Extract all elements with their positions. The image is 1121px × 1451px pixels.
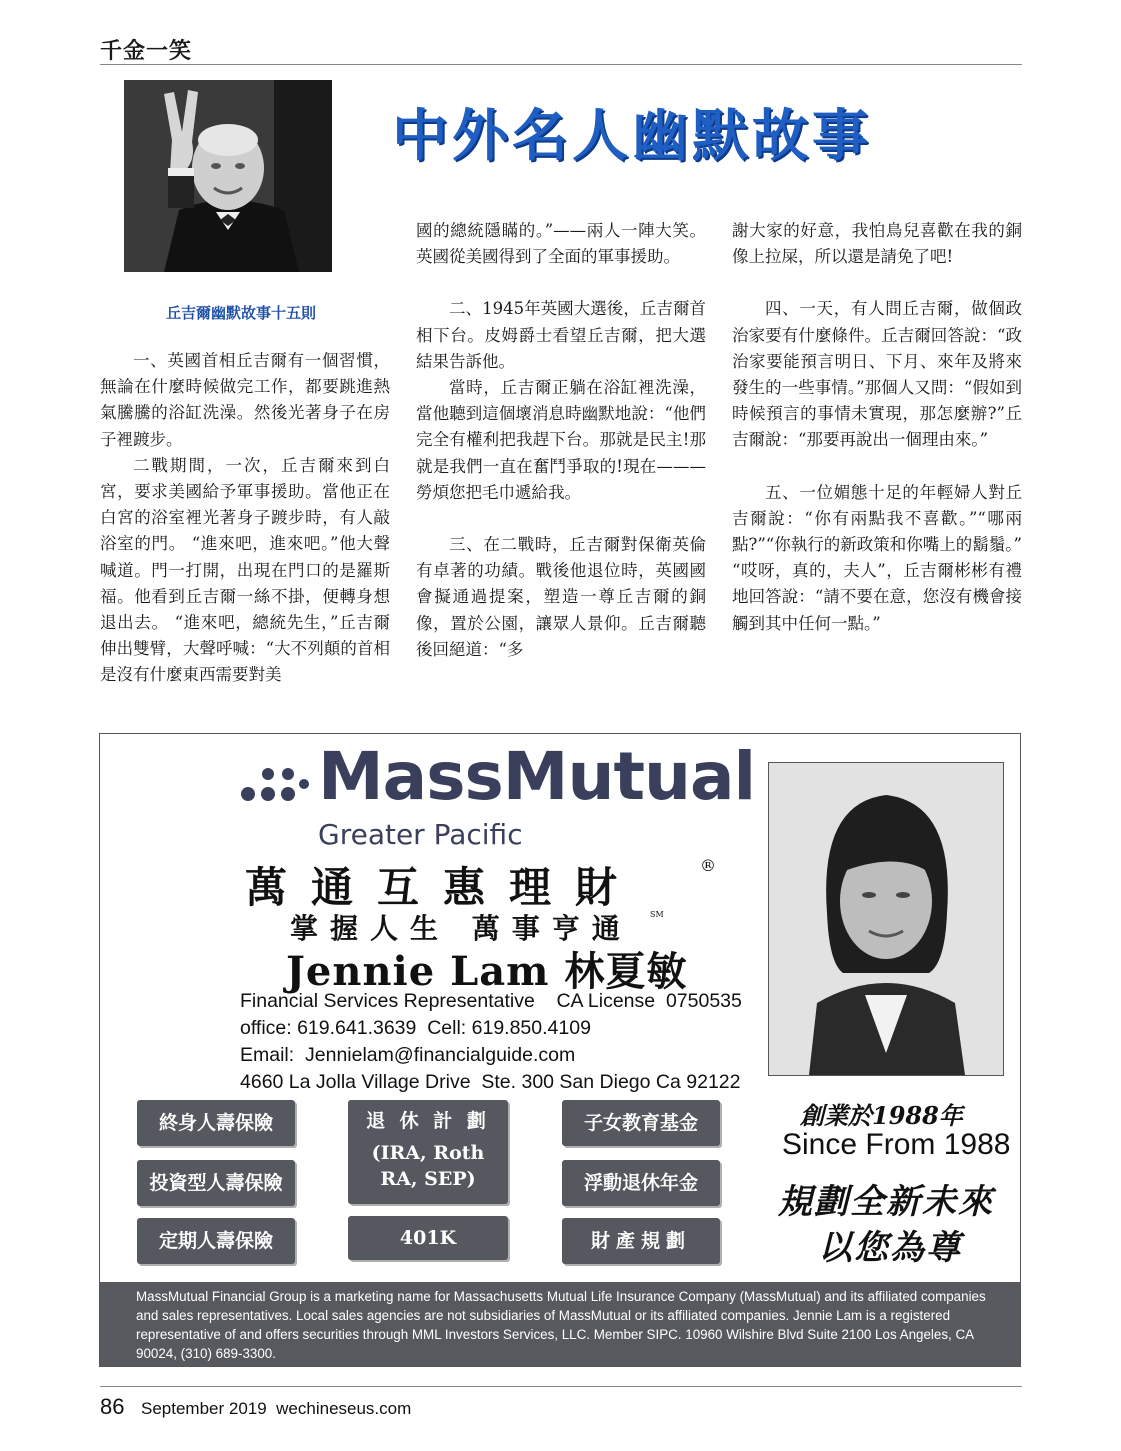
massmutual-logo-icon xyxy=(240,760,310,808)
article-column-1 xyxy=(100,348,390,689)
churchill-photo xyxy=(124,80,332,272)
footer-issue-website: September 2019 wechineseus.com xyxy=(141,1399,412,1418)
paragraph: 當時，丘吉爾正躺在浴缸裡洗澡，當他聽到這個壞消息時幽默地說：“他們完全有權利把我趕下台。那就是民主!那就是我們一直在奮鬥爭取的!現在———勞煩您把毛巾遞給我。 xyxy=(416,378,706,502)
article-column-3 xyxy=(732,218,1022,637)
footer-divider xyxy=(100,1386,1022,1387)
paragraph: 二戰期間，一次，丘吉爾來到白宮，要求美國給予軍事援助。當他正在白宮的浴室裡光著身子踱步時，有人敲浴室的門。 “進來吧，進來吧。”他大聲喊道。門一打開，出現在門口的是羅斯福。他看到丘吉爾一絲不掛，便轉身想退出去。 “進來吧，總統先生，”丘吉爾伸出雙臂，大聲呼喊：“大不列顛的首相是沒有什麼東西需要對美 xyxy=(100,455,390,685)
phone-numbers: office: 619.641.3639 Cell: 619.850.4109 xyxy=(240,1017,591,1039)
paragraph: 五、一位媚態十足的年輕婦人對丘吉爾說：“你有兩點我不喜歡。”“哪兩點?”“你執行的新政策和你嘴上的鬍鬚。” “哎呀，真的，夫人”，丘吉爾彬彬有禮地回答說：“請不要在意，您沒有機會接觸到其中任何一點。” xyxy=(732,482,1022,633)
office-address: 4660 La Jolla Village Drive Ste. 300 San Diego Ca 92122 xyxy=(240,1071,741,1093)
established-chinese: 創業於1988年 xyxy=(800,1101,963,1130)
paragraph: 四、一天，有人問丘吉爾，做個政治家要有什麼條件。丘吉爾回答說：“政治家要能預言明日、下月、來年及將來發生的一些事情。”那個人又問：“假如到時候預言的事情未實現，那怎麼辦?”丘吉爾說：“那要再說出一個理由來。” xyxy=(732,299,1022,450)
service-mark: SM xyxy=(650,910,664,919)
article-title: 中外名人幽默故事 xyxy=(392,104,872,169)
service-estate-planning: 財產規劃 xyxy=(562,1218,720,1264)
slogan: 掌握人生 萬事亨通 xyxy=(290,912,632,945)
agent-title-license: Financial Services Representative CA License 0750535 xyxy=(240,990,742,1012)
paragraph: 一、英國首相丘吉爾有一個習慣，無論在什麼時候做完工作，都要跳進熱氣騰騰的浴缸洗澡。然後光著身子在房子裡踱步。 xyxy=(100,351,390,449)
service-whole-life-insurance: 終身人壽保險 xyxy=(137,1100,295,1146)
header-divider xyxy=(100,64,1022,65)
article-column-2 xyxy=(416,218,706,663)
established-english: Since From 1988 xyxy=(782,1128,1011,1161)
service-variable-annuity: 浮動退休年金 xyxy=(562,1160,720,1206)
registered-mark: ® xyxy=(700,856,716,875)
email-address[interactable]: Email: Jennielam@financialguide.com xyxy=(240,1044,576,1066)
service-investment-life-insurance: 投資型人壽保險 xyxy=(137,1160,295,1206)
service-education-fund: 子女教育基金 xyxy=(562,1100,720,1146)
section-label: 千金一笑 xyxy=(100,38,193,64)
paragraph: 三、在二戰時，丘吉爾對保衛英倫有卓著的功績。戰後他退位時，英國國會擬通過提案，塑造一尊丘吉爾的銅像，置於公園，讓眾人景仰。丘吉爾聽後回絕道：“多 xyxy=(416,535,706,659)
agent-name: Jennie Lam 林夏敏 xyxy=(286,948,688,995)
brand-chinese-name: 萬通互惠理財 xyxy=(245,863,642,912)
service-term-life-insurance: 定期人壽保險 xyxy=(137,1218,295,1264)
paragraph: 二、1945年英國大選後，丘吉爾首相下台。皮姆爵士看望丘吉爾，把大選結果告訴他。 xyxy=(416,299,706,371)
retirement-plan-types-2: RA, SEP) xyxy=(380,1168,476,1190)
page-number: 86 xyxy=(100,1394,125,1419)
motto-line-1: 規劃全新未來 xyxy=(778,1182,994,1222)
brand-name: MassMutual xyxy=(318,738,756,815)
paragraph: 謝大家的好意，我怕鳥兒喜歡在我的銅像上拉屎，所以還是請免了吧! xyxy=(732,221,1022,267)
retirement-plan-title: 退 休 計 劃 xyxy=(366,1110,490,1132)
article-subtitle: 丘吉爾幽默故事十五則 xyxy=(165,304,316,322)
service-retirement-plan xyxy=(348,1100,508,1204)
service-401k: 401K xyxy=(348,1216,508,1260)
brand-subtitle: Greater Pacific xyxy=(318,818,523,851)
retirement-plan-types: (IRA, Roth xyxy=(371,1142,485,1164)
paragraph: 國的總統隱瞞的。”——兩人一陣大笑。英國從美國得到了全面的軍事援助。 xyxy=(416,221,706,267)
motto-line-2: 以您為尊 xyxy=(818,1228,962,1268)
agent-photo xyxy=(768,762,1004,1076)
disclaimer-text: MassMutual Financial Group is a marketing name for Massachusetts Mutual Life Insurance Company (MassMutual) and its affiliated companies and sales representatives. Local sales agencies are not subsidiaries of MassMutual or its affiliated companies. Jennie Lam is a registered representative of and offers securities through MML Investors Services, LLC. Member SIPC. 10960 Wilshire Blvd Suite 2100 Los Angeles, CA 90024, (310) 689-3300. xyxy=(136,1289,986,1361)
